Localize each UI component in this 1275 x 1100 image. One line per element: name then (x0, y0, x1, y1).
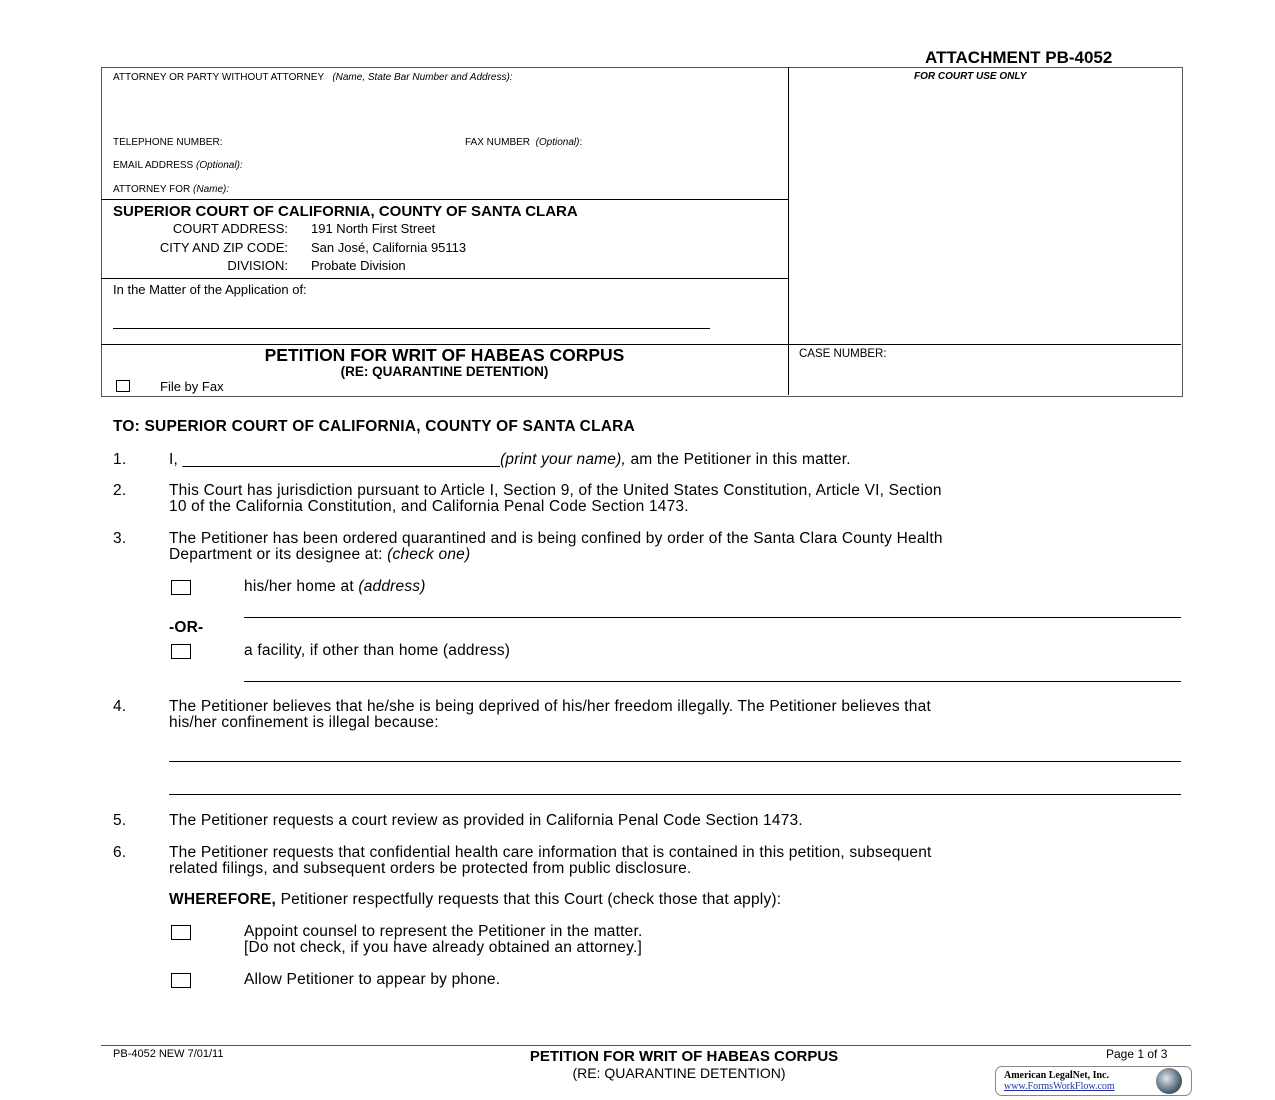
matter-label: In the Matter of the Application of: (113, 282, 307, 297)
phone-label: Allow Petitioner to appear by phone. (244, 971, 501, 988)
appoint-counsel-checkbox[interactable] (171, 925, 191, 940)
or-label: -OR- (169, 619, 204, 636)
item-3-line: Department or its designee at: (check one) (169, 546, 471, 563)
file-by-fax-label: File by Fax (160, 379, 224, 394)
appoint-counsel-note: [Do not check, if you have already obtained an attorney.] (244, 939, 642, 956)
city: San José, California 95113 (311, 240, 467, 255)
to-line: TO: SUPERIOR COURT OF CALIFORNIA, COUNTY OF SANTA CLARA (113, 418, 635, 435)
matter-name-line[interactable] (113, 328, 710, 329)
item-number: 1. (113, 451, 127, 468)
city-label: CITY AND ZIP CODE: (159, 240, 288, 255)
item-number: 3. (113, 530, 127, 547)
home-checkbox[interactable] (171, 580, 191, 595)
attachment-number: ATTACHMENT PB-4052 (925, 48, 1113, 67)
item-4-line: The Petitioner believes that he/she is being deprived of his/her freedom illegally. The Petitioner believes that (169, 698, 931, 715)
court-address-label: COURT ADDRESS: (172, 221, 288, 236)
attorney-for-label: ATTORNEY FOR (Name): (113, 184, 230, 195)
court-address: 191 North First Street (311, 221, 436, 236)
wherefore: WHEREFORE, Petitioner respectfully requests that this Court (check those that apply): (169, 891, 782, 908)
division-label: DIVISION: (227, 258, 288, 273)
case-number-label: CASE NUMBER: (799, 348, 887, 360)
appoint-counsel-label: Appoint counsel to represent the Petitioner in the matter. (244, 923, 643, 940)
item-number: 6. (113, 844, 127, 861)
reason-line[interactable] (169, 794, 1181, 795)
globe-icon (1156, 1068, 1182, 1094)
home-option: his/her home at (address) (244, 578, 426, 595)
item-1: I, ____________________________________(print your name), am the Petitioner in this matter. (169, 451, 851, 468)
footer-title: PETITION FOR WRIT OF HABEAS CORPUS (529, 1048, 839, 1065)
item-6-line: related filings, and subsequent orders be protected from public disclosure. (169, 860, 692, 877)
facility-checkbox[interactable] (171, 644, 191, 659)
item-number: 2. (113, 482, 127, 499)
reason-line[interactable] (169, 761, 1181, 762)
phone-checkbox[interactable] (171, 973, 191, 988)
item-6-line: The Petitioner requests that confidential health care information that is contained in this petition, subsequent (169, 844, 932, 861)
facility-option: a facility, if other than home (address) (244, 642, 511, 659)
item-5-line: The Petitioner requests a court review as provided in California Penal Code Section 1473. (169, 812, 803, 829)
court-use-label: FOR COURT USE ONLY (914, 71, 1027, 82)
footer-subtitle: (RE: QUARANTINE DETENTION) (572, 1065, 786, 1081)
attorney-label: ATTORNEY OR PARTY WITHOUT ATTORNEY (Name, State Bar Number and Address): (113, 72, 513, 83)
fax-label: FAX NUMBER (Optional): (465, 137, 583, 148)
legalnet-logo[interactable] (995, 1066, 1192, 1096)
division: Probate Division (311, 258, 406, 273)
item-2-line: 10 of the California Constitution, and California Penal Code Section 1473. (169, 498, 689, 515)
telephone-label: TELEPHONE NUMBER: (113, 137, 223, 148)
item-number: 4. (113, 698, 127, 715)
page-number: Page 1 of 3 (1106, 1047, 1168, 1061)
home-address-line[interactable] (244, 617, 1181, 618)
form-number: PB-4052 NEW 7/01/11 (113, 1048, 224, 1060)
email-label: EMAIL ADDRESS (Optional): (113, 160, 243, 171)
item-number: 5. (113, 812, 127, 829)
court-name: SUPERIOR COURT OF CALIFORNIA, COUNTY OF SANTA CLARA (113, 203, 578, 220)
logo-name: American LegalNet, Inc. (1004, 1070, 1109, 1081)
form-subtitle: (RE: QUARANTINE DETENTION) (340, 364, 549, 379)
logo-url[interactable]: www.FormsWorkFlow.com (1004, 1081, 1115, 1092)
item-4-line: his/her confinement is illegal because: (169, 714, 439, 731)
item-3-line: The Petitioner has been ordered quarantined and is being confined by order of the Santa Clara County Health (169, 530, 943, 547)
file-by-fax-checkbox[interactable] (116, 380, 130, 392)
facility-address-line[interactable] (244, 681, 1181, 682)
form-title: PETITION FOR WRIT OF HABEAS CORPUS (264, 345, 625, 365)
item-2-line: This Court has jurisdiction pursuant to Article I, Section 9, of the United States Constitution, Article VI, Section (169, 482, 942, 499)
